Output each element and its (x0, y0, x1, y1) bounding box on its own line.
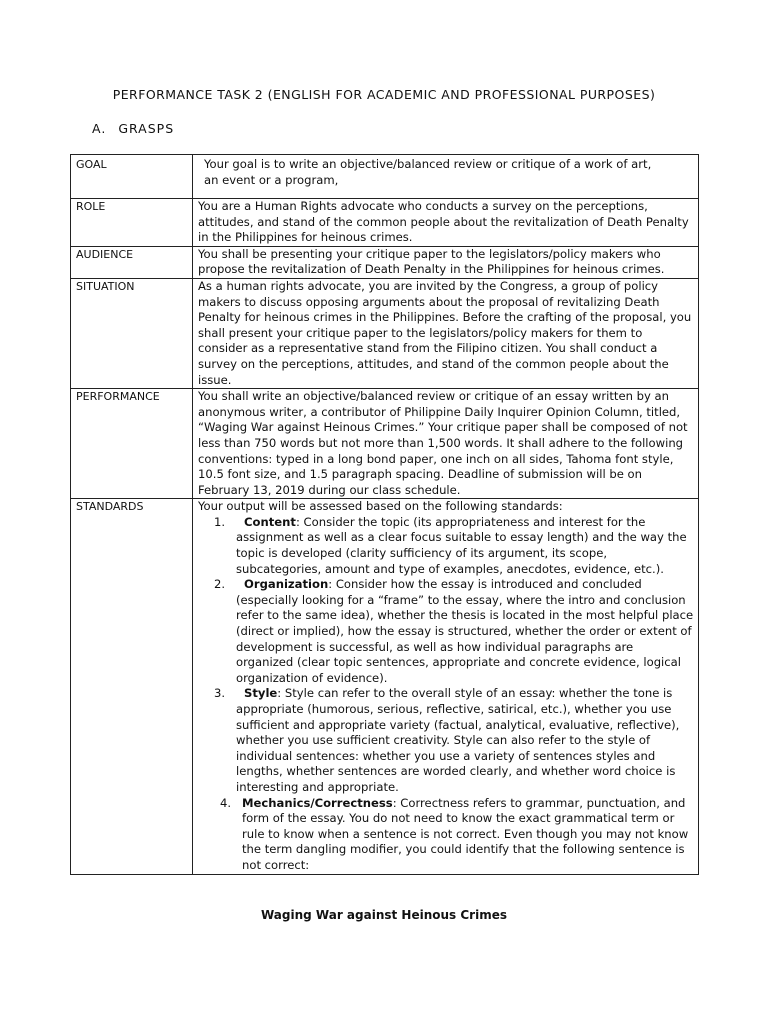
goal-line-2: an event or a program, (204, 172, 339, 187)
section-title: GRASPS (118, 121, 175, 136)
row-label-role: ROLE (71, 199, 193, 247)
table-row-role (71, 199, 699, 247)
document-title: PERFORMANCE TASK 2 (ENGLISH FOR ACADEMIC AND PROFESSIONAL PURPOSES) (112, 87, 656, 102)
row-label-standards: STANDARDS (71, 499, 193, 874)
row-value-role: You are a Human Rights advocate who conducts a survey on the perceptions, attitudes, and stand of the common people about the revitalization of Death Penalty in the Philippines for heinous crimes. (193, 199, 699, 247)
list-item-number: 3. (214, 686, 226, 701)
row-label-performance: PERFORMANCE (71, 389, 193, 499)
standards-intro: Your output will be assessed based on the following standards: (198, 499, 563, 514)
list-item-term: Organization (244, 577, 329, 592)
list-item (198, 515, 694, 577)
standards-list (198, 515, 694, 874)
row-value-situation: As a human rights advocate, you are invited by the Congress, a group of policy makers to discuss opposing arguments about the proposal of revitalizing Death Penalty for heinous crimes in the Philippines. Before the crafting of the proposal, you shall present your critique paper to the legislators/policy makers for them to consider as a representative stand from the Filipino citizen. You shall conduct a survey on the perceptions, attitudes, and stand of the common people about the issue. (193, 278, 699, 388)
list-item-number: 1. (214, 514, 226, 529)
grasps-table (70, 154, 699, 875)
row-label-goal: GOAL (71, 155, 193, 199)
table-row-situation (71, 278, 699, 388)
row-value-standards (193, 499, 699, 874)
row-value-audience: You shall be presenting your critique paper to the legislators/policy makers who propose the revitalization of Death Penalty in the Philippines for heinous crimes. (193, 246, 699, 278)
row-label-situation: SITUATION (71, 278, 193, 388)
table-row-standards (71, 499, 699, 874)
table-row-goal (71, 155, 699, 199)
row-label-audience: AUDIENCE (71, 246, 193, 278)
list-item-term: Content (244, 514, 296, 529)
list-item-number: 2. (214, 577, 226, 592)
essay-title: Waging War against Heinous Crimes (261, 908, 507, 922)
list-item (198, 686, 694, 795)
row-value-goal (193, 155, 699, 199)
list-item-term: Mechanics/Correctness (242, 795, 393, 810)
table-row-audience (71, 246, 699, 278)
list-item-text: : Consider how the essay is introduced and concluded (especially looking for a “frame” to the essay, where the intro and conclusion refer to the same idea), whether the thesis is located in the most helpful place (direct or implied), how the essay is structured, whether the order or extent of development is successful, as well as how individual paragraphs are organized (clear topic sentences, appropriate and concrete evidence, logical organization of evidence). (236, 577, 694, 685)
goal-line-1: Your goal is to write an objective/balanced review or critique of a work of art, (204, 157, 652, 171)
table-row-performance (71, 389, 699, 499)
list-item (198, 796, 694, 874)
list-item-text: : Correctness refers to grammar, punctuation, and form of the essay. You do not need to know the exact grammatical term or rule to know when a sentence is not correct. Even though you may not know the term dangling modifier, you could identify that the following sentence is not correct: (242, 795, 689, 872)
row-value-performance: You shall write an objective/balanced review or critique of an essay written by an anonymous writer, a contributor of Philippine Daily Inquirer Opinion Column, titled, “Waging War against Heinous Crimes.” Your critique paper shall be composed of not less than 750 words but not more than 1,500 words. It shall adhere to the following conventions: typed in a long bond paper, one inch on all sides, Tahoma font style, 10.5 font size, and 1.5 paragraph spacing. Deadline of submission will be on February 13, 2019 during our class schedule. (193, 389, 699, 499)
section-number: A. (92, 121, 107, 136)
section-heading (92, 121, 174, 136)
list-item-term: Style (244, 686, 278, 701)
list-item-text: : Consider the topic (its appropriateness and interest for the assignment as well as a clear focus suitable to essay length) and the way the topic is developed (clarity sufficiency of its argument, its scope, subcategories, amount and type of examples, anecdotes, evidence, etc.). (236, 514, 687, 576)
list-item-number: 4. (220, 795, 232, 810)
list-item (198, 577, 694, 686)
list-item-text: : Style can refer to the overall style of an essay: whether the tone is appropriate (humorous, serious, reflective, satirical, etc.), whether you use sufficient and appropriate variety (factual, analytical, evaluative, reflective), whether you use sufficient creativity. Style can also refer to the style of individual sentences: whether you use a variety of sentences styles and lengths, whether sentences are worded clearly, and whether word choice is interesting and appropriate. (236, 686, 680, 794)
